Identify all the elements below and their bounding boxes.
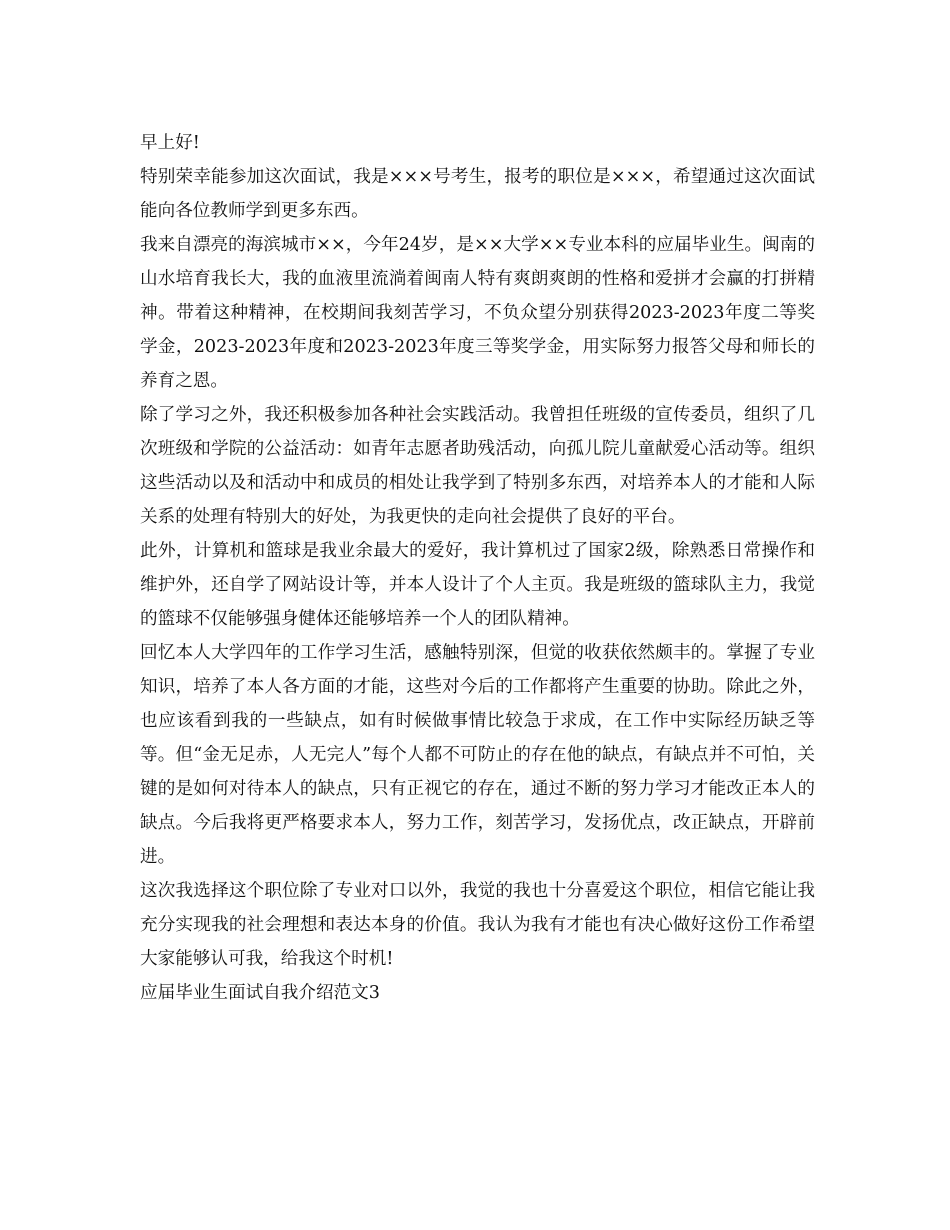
document-body <box>140 126 815 1010</box>
activities-paragraph: 除了学习之外，我还积极参加各种社会实践活动。我曾担任班级的宣传委员，组织了几次班级和学院的公益活动：如青年志愿者助残活动，向孤儿院儿童献爱心活动等。组织这些活动以及和活动中和成员的相处让我学到了特别多东西，对培养本人的才能和人际关系的处理有特别大的好处，为我更快的走向社会提供了良好的平台。 <box>140 405 815 527</box>
closing-paragraph: 这次我选择这个职位除了专业对口以外，我觉的我也十分喜爱这个职位，相信它能让我充分实现我的社会理想和表达本身的价值。我认为我有才能也有决心做好这份工作希望大家能够认可我，给我这个时机! <box>140 881 815 969</box>
reflection-paragraph: 回忆本人大学四年的工作学习生活，感触特别深，但觉的收获依然颇丰的。掌握了专业知识，培养了本人各方面的才能，这些对今后的工作都将产生重要的协助。除此之外，也应该看到我的一些缺点，如有时候做事情比较急于求成，在工作中实际经历缺乏等等。但“金无足赤，人无完人”每个人都不可防止的存在他的缺点，有缺点并不可怕，关键的是如何对待本人的缺点，只有正视它的存在，通过不断的努力学习才能改正本人的缺点。今后我将更严格要求本人，努力工作，刻苦学习，发扬优点，改正缺点，开辟前进。 <box>140 643 815 867</box>
hobbies-paragraph: 此外，计算机和篮球是我业余最大的爱好，我计算机过了国家2级，除熟悉日常操作和维护外，还自学了网站设计等，并本人设计了个人主页。我是班级的篮球队主力，我觉的篮球不仅能够强身健体还能够培养一个人的团队精神。 <box>140 541 815 629</box>
section-heading: 应届毕业生面试自我介绍范文3 <box>140 983 380 1003</box>
background-paragraph: 我来自漂亮的海滨城市××，今年24岁，是××大学××专业本科的应届毕业生。闽南的山水培育我长大，我的血液里流淌着闽南人特有爽朗爽朗的性格和爱拼才会赢的打拼精神。带着这种精神，在校期间我刻苦学习，不负众望分别获得2023-2023年度二等奖学金，2023-2023年度和2023-2023年度三等奖学金，用实际努力报答父母和师长的养育之恩。 <box>140 235 815 391</box>
intro-paragraph: 特别荣幸能参加这次面试，我是×××号考生，报考的职位是×××，希望通过这次面试能向各位教师学到更多东西。 <box>140 167 815 221</box>
greeting-paragraph: 早上好! <box>140 133 200 153</box>
